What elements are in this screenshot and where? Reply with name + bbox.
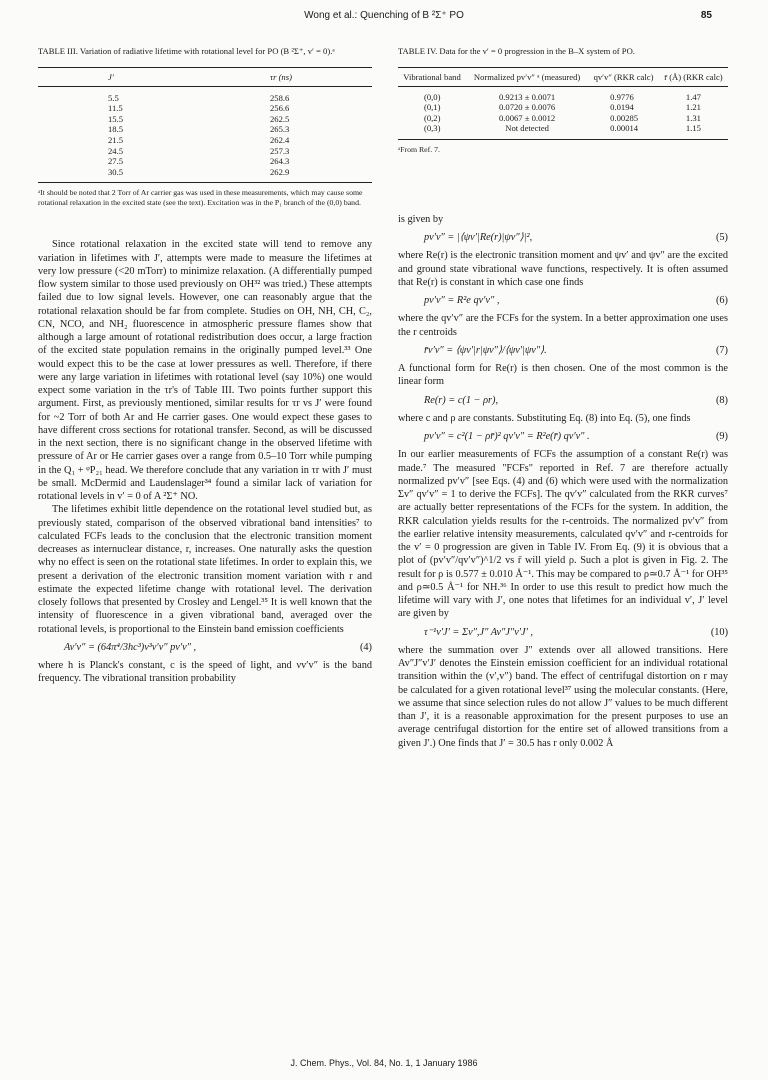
table-cell-j: 5.5 bbox=[108, 92, 119, 103]
table-row bbox=[398, 123, 728, 139]
table-cell-p: 0.9213 ± 0.0071 bbox=[498, 91, 556, 102]
table-cell-band: (0,1) bbox=[424, 102, 441, 113]
table-cell-q: 0.00014 bbox=[610, 123, 639, 134]
equation-4-body: Av′v″ = (64π⁴/3hc³)ν³v′v″ pv′v″ , bbox=[64, 641, 197, 653]
table-cell-p: 0.0720 ± 0.0076 bbox=[498, 102, 556, 113]
equation-8-number: (8) bbox=[715, 394, 728, 406]
equation-5-body: pv′v″ = |⟨ψv′|Re(r)|ψv″⟩|², bbox=[424, 232, 533, 244]
table-row bbox=[38, 86, 372, 103]
table-cell-r: 1.31 bbox=[685, 112, 701, 123]
left-paragraph-1: Since rotational relaxation in the excited state will tend to remove any variation in lifetimes with J′, attempts were made to measure the lifetimes at very low pressure (<20 mTorr) to minimize relaxation. (A differentially pumped flow system similar to those used previously on OH³² was tried.) These attempts failed due to low signal levels. However, one can reasonably argue that the rotational relaxation should be far from complete. Studies on OH, NH, CH, C₂, CN, NCO, and NH₂ fluorescence in atmospheric pressure flames show that although a large amount of rotational redistribution does occur, a large fraction of the excited state population remains in the originally pumped level.³³ One would expect this to be the case at lower pressures as well. Therefore, if there were any large variation in lifetimes with rotational level (say 10%) one would expect some variation in the τr's of Table III. Two points further support this argument. First, as previously mentioned, similar results for τr vs J′ were found for ~2 Torr of both Ar and He carrier gases. One would expect these gases to have different cross sections for rotational transfer. Second, as will be discussed in the next section, there is no significant change in the observed lifetime with pressure of Ar or He carrier gases over a range from 0.5–10 Torr while pumping in the Q₁ + ᵠP₂₁ head. We therefore conclude that any variation in τr with J′ must be small. McDermid and Laudenslager³⁴ found a similar lack of variation for rotational levels in v′ = 0 of A ²Σ⁺ NO. bbox=[38, 239, 372, 503]
table-row bbox=[38, 124, 372, 135]
table-cell-j: 11.5 bbox=[108, 103, 123, 114]
table-3-grid bbox=[38, 67, 372, 183]
table-4-body bbox=[398, 86, 728, 139]
table-cell-tau: 262.4 bbox=[270, 134, 290, 145]
table-cell-tau: 258.6 bbox=[270, 92, 290, 103]
table-cell-j: 27.5 bbox=[108, 156, 124, 167]
equation-5-number: (5) bbox=[715, 232, 728, 244]
right-paragraph-4: where c and ρ are constants. Substituting Eq. (8) into Eq. (5), one finds bbox=[398, 412, 691, 424]
table-4-footnote: ᵃFrom Ref. 7. bbox=[398, 144, 440, 154]
table-cell-j: 30.5 bbox=[108, 166, 124, 177]
table-row bbox=[38, 146, 372, 157]
table-cell-tau: 264.3 bbox=[270, 156, 290, 167]
table-row bbox=[398, 86, 728, 102]
table-cell-tau: 262.9 bbox=[270, 166, 290, 177]
table-cell-j: 15.5 bbox=[108, 113, 124, 124]
right-paragraph-3: A functional form for Re(r) is then chosen. One of the most common is the linear form bbox=[398, 363, 728, 388]
journal-footer: J. Chem. Phys., Vol. 84, No. 1, 1 January 1986 bbox=[290, 1058, 478, 1068]
equation-9 bbox=[398, 430, 728, 443]
equation-8-body: Re(r) = c(1 − ρr), bbox=[424, 394, 499, 406]
table-cell-tau: 262.5 bbox=[270, 113, 290, 124]
page-number: 85 bbox=[700, 10, 712, 21]
table-cell-tau: 265.3 bbox=[270, 124, 290, 135]
table-cell-q: 0.00285 bbox=[610, 112, 639, 123]
table-cell-band: (0,0) bbox=[424, 91, 441, 102]
table-row bbox=[38, 135, 372, 146]
table-4-header-p: Normalized pv′v″ ᵃ (measured) bbox=[466, 68, 588, 87]
equation-7 bbox=[398, 344, 728, 357]
table-cell-p: 0.0067 ± 0.0012 bbox=[498, 112, 556, 123]
left-column bbox=[38, 46, 372, 686]
table-4-caption: TABLE IV. Data for the v′ = 0 progression in the B–X system of PO. bbox=[398, 46, 635, 56]
table-row bbox=[398, 102, 728, 113]
table-3-footnote: ᵃIt should be noted that 2 Torr of Ar carrier gas was used in these measurements, which may cause some rotational relaxation in the excited state (see the text). Excitation was in the P₁ branch of the (0,0) band. bbox=[38, 188, 363, 208]
table-4-grid bbox=[398, 67, 728, 140]
equation-7-number: (7) bbox=[715, 344, 728, 356]
left-paragraph-2: The lifetimes exhibit little dependence on the rotational level studied but, as previously stated, comparison of the observed vibrational band intensities⁷ to calculated FCFs leads to the conclusion that the electronic transition moment decreases as internuclear distance, r, increases. One naturally asks the question why no effect is seen on the rotational state lifetimes. In order to explain this, we present a derivation of the electronic transition moment variation with r and estimate the expected lifetime change with rotational level. The derivation closely follows that presented by Crosley and Lengel.³⁵ It is well known that the intensity of fluorescence in a given vibrational band, averaged over the rotational levels, is proportional to the Einstein band emission coefficients bbox=[38, 504, 372, 635]
table-row bbox=[38, 103, 372, 114]
left-paragraph-3: where h is Planck's constant, c is the speed of light, and νv′v″ is the band frequency. The vibrational transition probability bbox=[38, 660, 372, 685]
equation-9-body: pv′v″ = c²(1 − ρr̄)² qv′v″ = R²e(r̄) qv′v″ . bbox=[424, 431, 590, 443]
table-cell-j: 24.5 bbox=[108, 145, 124, 156]
running-title: Wong et al.: Quenching of B ²Σ⁺ PO bbox=[304, 10, 464, 21]
table-4 bbox=[398, 46, 728, 155]
table-row bbox=[398, 113, 728, 124]
equation-4 bbox=[38, 641, 372, 654]
table-cell-r: 1.15 bbox=[685, 123, 701, 134]
equation-7-body: r̄v′v″ = ⟨ψv′|r|ψv″⟩/⟨ψv′|ψv″⟩. bbox=[424, 344, 547, 356]
right-paragraph-2: where the qv′v″ are the FCFs for the system. In a better approximation one uses the r centroids bbox=[398, 313, 728, 338]
equation-5 bbox=[398, 231, 728, 244]
table-4-header-r: r̄ (Å) (RKR calc) bbox=[659, 68, 728, 87]
table-3-caption: TABLE III. Variation of radiative lifetime with rotational level for PO (B ²Σ⁺, v′ = 0).ᵃ bbox=[38, 46, 335, 56]
table-cell-tau: 257.3 bbox=[270, 145, 290, 156]
table-3-header-tau: τr (ns) bbox=[205, 68, 372, 87]
table-3 bbox=[38, 46, 372, 208]
equation-10-body: τ⁻¹v′J′ = Σv″,J″ Av″J″v′J′ , bbox=[424, 626, 533, 638]
table-3-header-j: J′ bbox=[38, 68, 205, 87]
table-row bbox=[38, 114, 372, 125]
table-cell-band: (0,3) bbox=[424, 123, 441, 134]
table-4-header-q: qv′v″ (RKR calc) bbox=[588, 68, 659, 87]
equation-6 bbox=[398, 294, 728, 307]
table-cell-p: Not detected bbox=[505, 123, 549, 134]
right-column bbox=[398, 46, 728, 750]
equation-10-number: (10) bbox=[710, 626, 728, 638]
table-cell-q: 0.0194 bbox=[610, 102, 634, 113]
table-cell-tau: 256.6 bbox=[270, 103, 290, 114]
right-paragraph-0: is given by bbox=[398, 213, 444, 225]
equation-9-number: (9) bbox=[715, 431, 728, 443]
table-cell-band: (0,2) bbox=[424, 112, 441, 123]
table-cell-r: 1.21 bbox=[685, 102, 701, 113]
table-cell-j: 21.5 bbox=[108, 134, 124, 145]
table-cell-r: 1.47 bbox=[685, 91, 701, 102]
equation-8 bbox=[398, 394, 728, 407]
table-row bbox=[38, 156, 372, 167]
right-paragraph-6: where the summation over J″ extends over all allowed transitions. Here Av″J″v′J′ denotes the Einstein emission coefficient for an individual rotational transition within the (v′,v″) band. The effect of centrifugal distortion on r may be calculated for a given rotational level³⁷ using the molecular constants. (Here, we assume that since selection rules do not allow J″ values to be much different than J′, it is a reasonable approximation for the present purposes to use an average centrifugal distortion for the entire set of allowed transitions from a given J′.) One finds that J′ = 30.5 has r only 0.002 Å bbox=[398, 644, 728, 749]
equation-6-body: pv′v″ = R²e qv′v″ , bbox=[424, 295, 500, 307]
right-paragraph-5: In our earlier measurements of FCFs the assumption of a constant Re(r) was made.⁷ The measured "FCFs" reported in Ref. 7 are therefore actually normalized pv′v″ [see Eqs. (4) and (6) which were used with the normalization Σv″ qv′v″ = 1 to derive the FCFs]. The qv′v″ calculated from the RKR curves⁷ are actually better representations of the FCFs for the system. In addition, the RKR calculation yields results for the r-centroids. The normalized pv′v″ from the earlier relative intensity measurements, calculated qv′v″ and r-centroids for the v′ = 0 progression are given in Table IV. From Eq. (9) it is obvious that a plot of (pv′v″/qv′v″)^1/2 vs r̄ will yield ρ. Such a plot is given in Fig. 2. The result for ρ is 0.577 ± 0.010 Å⁻¹. This may be compared to ρ≃0.7 Å⁻¹ for OH³⁵ and ρ≃0.5 Å⁻¹ for NH.³⁶ In order to use this result to predict how much the lifetime will vary with J′, one notes that lifetimes for an individual v′, J′ level are given by bbox=[398, 449, 728, 620]
equation-4-number: (4) bbox=[359, 641, 372, 653]
table-cell-q: 0.9776 bbox=[610, 91, 634, 102]
equation-6-number: (6) bbox=[715, 295, 728, 307]
table-4-header-band: Vibrational band bbox=[398, 68, 466, 87]
equation-10 bbox=[398, 626, 728, 639]
table-cell-j: 18.5 bbox=[108, 124, 124, 135]
table-3-body bbox=[38, 86, 372, 183]
right-paragraph-1: where Re(r) is the electronic transition moment and ψv′ and ψv″ are the excited and ground state vibrational wave functions, respectively. It is often assumed that Re(r) is constant in which case one finds bbox=[398, 250, 728, 288]
table-row bbox=[38, 167, 372, 183]
